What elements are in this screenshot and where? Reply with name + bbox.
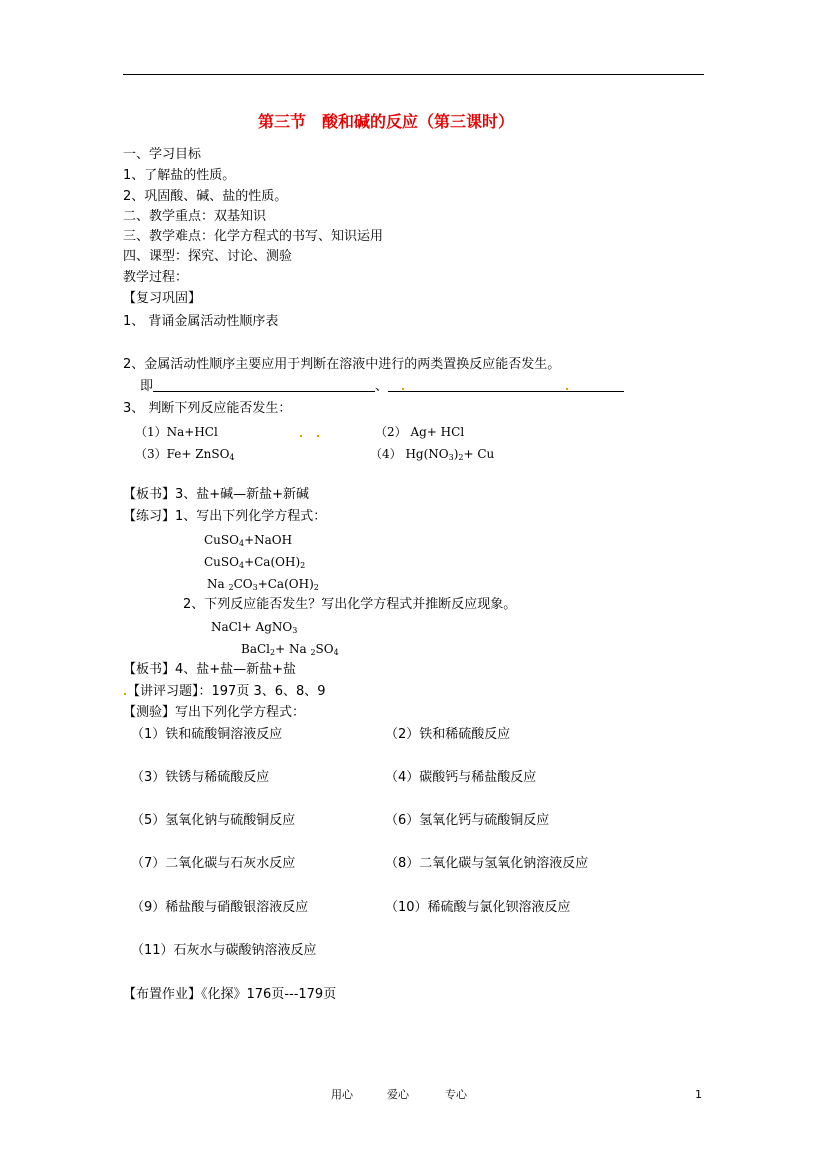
goals-heading: 一、学习目标 [123, 147, 202, 162]
board-4: 【板书】4、盐+盐—新盐+盐 [123, 662, 297, 677]
answer-prefix: 即 [140, 379, 154, 394]
header-rule [123, 74, 704, 75]
quiz-item: （10）稀硫酸与氯化钡溶液反应 [385, 900, 571, 915]
footer-word: 用心 [331, 1088, 353, 1101]
review-item-2: 2、金属活动性顺序主要应用于判断在溶液中进行的两类置换反应能否发生。 [123, 357, 561, 372]
reaction-3: （3）Fe+ ZnSO$_4$ [135, 447, 235, 462]
quiz-item: （9）稀盐酸与硝酸银溶液反应 [131, 900, 309, 915]
lesson-type: 四、课型：探究、讨论、测验 [123, 249, 293, 264]
reaction-2: （2） Ag+ HCl [375, 425, 465, 439]
stray-mark [566, 388, 568, 390]
quiz-item: （6）氢氧化钙与硫酸铜反应 [385, 813, 550, 828]
quiz-item: （7）二氧化碳与石灰水反应 [131, 856, 296, 871]
practice-question-2: 2、下列反应能否发生？写出化学方程式并推断反应现象。 [183, 597, 517, 612]
quiz-heading: 【测验】写出下列化学方程式： [123, 705, 306, 720]
answer-blank-1[interactable] [153, 379, 375, 392]
stray-mark [300, 435, 302, 437]
quiz-item: （8）二氧化碳与氢氧化钠溶液反应 [385, 856, 589, 871]
footer-word: 爱心 [387, 1088, 409, 1101]
practice-heading: 【练习】1、写出下列化学方程式： [123, 509, 327, 524]
reaction-1: （1）Na+HCl [135, 425, 218, 439]
teaching-process: 教学过程： [123, 270, 189, 285]
homework: 【布置作业】《化探》176页---179页 [123, 987, 337, 1002]
review-heading: 【复习巩固】 [123, 291, 202, 306]
review-item-2-answer-line [140, 379, 624, 395]
goal-1: 1、了解盐的性质。 [123, 168, 236, 183]
board-3: 【板书】3、盐+碱—新盐+新碱 [123, 487, 310, 502]
practice-eq-3: Na $_2CO_3+Ca(OH)_2$ [207, 577, 319, 592]
goal-2: 2、巩固酸、碱、盐的性质。 [123, 189, 288, 204]
key-point: 二、教学重点：双基知识 [123, 209, 267, 224]
practice-eq-1: CuSO$_4$+NaOH [204, 533, 293, 548]
stray-mark [124, 693, 126, 695]
difficulty: 三、教学难点：化学方程式的书写、知识运用 [123, 229, 384, 244]
page-number: 1 [695, 1088, 702, 1101]
quiz-item: （11）石灰水与碳酸钠溶液反应 [131, 943, 317, 958]
review-item-1: 1、 背诵金属活动性顺序表 [123, 314, 279, 329]
quiz-item: （4）碳酸钙与稀盐酸反应 [385, 770, 537, 785]
review-item-3: 3、 判断下列反应能否发生： [123, 401, 292, 416]
reaction-4: （4） $Hg(NO_3)_2+ Cu$ [370, 447, 495, 462]
quiz-item: （2）铁和稀硫酸反应 [385, 727, 511, 742]
stray-mark [317, 435, 319, 437]
page-title: 第三节 酸和碱的反应（第三课时） [258, 112, 515, 131]
exercise-review: 【讲评习题】：197页 3、6、8、9 [127, 684, 326, 699]
practice-eq-2: $CuSO_4+Ca(OH)_2$ [204, 555, 306, 570]
quiz-item: （5）氢氧化钠与硫酸铜反应 [131, 813, 296, 828]
practice-eq-5: BaCl$_2$+ Na $_2SO_4$ [241, 642, 339, 657]
quiz-item: （3）铁锈与稀硫酸反应 [131, 770, 270, 785]
stray-mark [402, 388, 404, 390]
practice-eq-4: NaCl+ AgNO$_3$ [211, 620, 298, 635]
quiz-item: （1）铁和硫酸铜溶液反应 [131, 727, 283, 742]
answer-blank-2[interactable] [388, 379, 624, 392]
answer-separator: 、 [375, 379, 389, 394]
footer-word: 专心 [445, 1088, 467, 1101]
